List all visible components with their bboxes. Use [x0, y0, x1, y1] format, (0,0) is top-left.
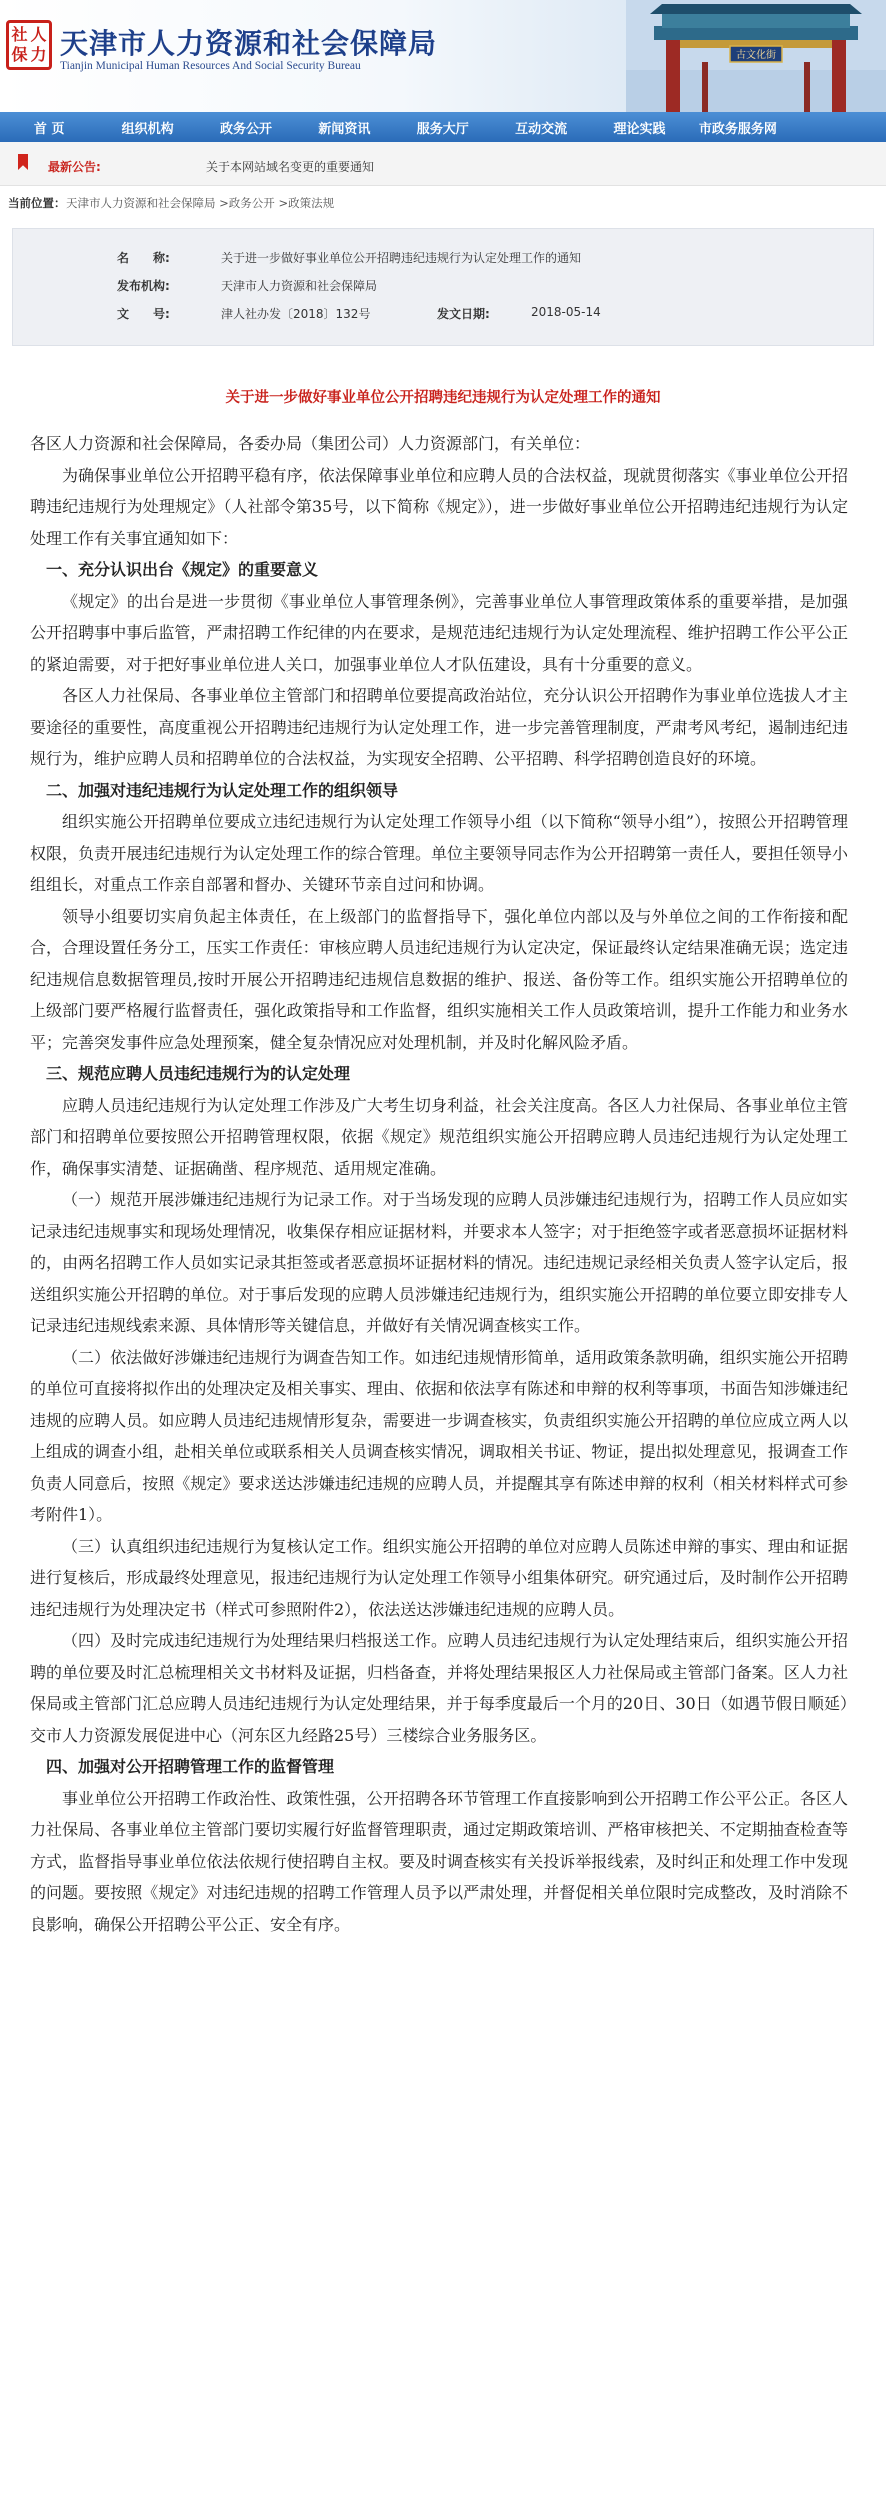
document-title: 关于进一步做好事业单位公开招聘违纪违规行为认定处理工作的通知: [225, 390, 661, 406]
site-subtitle: Tianjin Municipal Human Resources And Social Security Bureau: [60, 60, 361, 72]
info-date-label: 发文日期:: [437, 307, 490, 321]
breadcrumb-label: 当前位置：: [8, 196, 66, 210]
document-paragraph: （三）认真组织违纪违规行为复核认定工作。组织实施公开招聘的单位对应聘人员陈述申辩的事实、理由和证据进行复核后，形成最终处理意见，报违纪违规行为认定处理工作领导小组集体研究。研究通过后，及时制作公开招聘违纪违规行为处理决定书（样式可参照附件2），依法送达涉嫌违纪违规的应聘人员。: [30, 1536, 848, 1619]
document-paragraph: 领导小组要切实肩负起主体责任，在上级部门的监督指导下，强化单位内部以及与外单位之间的工作衔接和配合，合理设置任务分工，压实工作责任：审核应聘人员违纪违规行为认定决定，保证最终认定结果准确无误；选定违纪违规信息数据管理员,按时开展公开招聘违纪违规信息数据的维护、报送、备份等工作。组织实施公开招聘单位的上级部门要严格履行监督责任，强化政策指导和工作监督，组织实施相关工作人员政策培训，提升工作能力和业务水平；完善突发事件应急处理预案，健全复杂情况应对处理机制，并及时化解风险矛盾。: [30, 906, 848, 1052]
breadcrumb-path[interactable]: 天津市人力资源和社会保障局 >政务公开 >政策法规: [66, 196, 335, 210]
nav-theory-practice[interactable]: 理论实践: [613, 121, 666, 137]
document-paragraph: 应聘人员违纪违规行为认定处理工作涉及广大考生切身利益，社会关注度高。各区人力社保局、各事业单位主管部门和招聘单位要按照公开招聘管理权限，依据《规定》规范组织实施公开招聘应聘人员违纪违规行为认定处理工作，确保事实清楚、证据确凿、程序规范、适用规定准确。: [30, 1095, 848, 1178]
breadcrumb: [0, 190, 886, 214]
logo-char: 保: [11, 45, 28, 64]
notice-link[interactable]: 关于本网站域名变更的重要通知: [206, 160, 375, 174]
gate-banner-image: [626, 0, 886, 112]
section-heading: 三、规范应聘人员违纪违规行为的认定处理: [46, 1064, 351, 1083]
document-paragraph: 《规定》的出台是进一步贯彻《事业单位人事管理条例》，完善事业单位人事管理政策体系的重要举措，是加强公开招聘事中事后监管，严肃招聘工作纪律的内在要求，是规范违纪违规行为认定处理流程、维护招聘工作公平公正的紧迫需要，对于把好事业单位进人关口，加强事业单位人才队伍建设，具有十分重要的意义。: [30, 591, 848, 674]
nav-government-affairs[interactable]: 政务公开: [219, 121, 272, 137]
info-org-label: 发布机构:: [117, 279, 170, 293]
info-docno-label: 文 号:: [117, 307, 170, 321]
nav-gov-service-net[interactable]: 市政务服务网: [698, 121, 777, 137]
section-heading: 一、充分认识出台《规定》的重要意义: [46, 560, 319, 579]
document-paragraph: （四）及时完成违纪违规行为处理结果归档报送工作。应聘人员违纪违规行为认定处理结束后，组织实施公开招聘的单位要及时汇总梳理相关文书材料及证据，归档备查，并将处理结果报区人力社保局或主管部门备案。区人力社保局或主管部门汇总应聘人员违纪违规行为认定处理结果，并于每季度最后一个月的20日、30日（如遇节假日顺延）交市人力资源发展促进中心（河东区九经路25号）三楼综合业务服务区。: [30, 1631, 848, 1745]
nav-service-hall[interactable]: 服务大厅: [416, 121, 469, 137]
document-paragraph: 为确保事业单位公开招聘平稳有序，依法保障事业单位和应聘人员的合法权益，现就贯彻落实《事业单位公开招聘违纪违规行为处理规定》（人社部令第35号，以下简称《规定》），进一步做好事业单位公开招聘违纪违规行为认定处理工作有关事宜通知如下：: [30, 465, 848, 548]
nav-news[interactable]: 新闻资讯: [318, 121, 371, 137]
info-name: 关于进一步做好事业单位公开招聘违纪违规行为认定处理工作的通知: [221, 251, 582, 265]
nav-interaction[interactable]: 互动交流: [515, 121, 568, 137]
logo-char: 力: [30, 45, 47, 64]
nav-home[interactable]: 首 页: [33, 121, 65, 137]
nav-organization[interactable]: 组织机构: [121, 121, 174, 137]
notice-label: 最新公告:: [48, 160, 101, 174]
document-paragraph: （二）依法做好涉嫌违纪违规行为调查告知工作。如违纪违规情形简单，适用政策条款明确，组织实施公开招聘的单位可直接将拟作出的处理决定及相关事实、理由、依据和依法享有陈述和申辩的权利等事项，书面告知涉嫌违纪违规的应聘人员。如应聘人员违纪违规情形复杂，需要进一步调查核实，负责组织实施公开招聘的单位应成立两人以上组成的调查小组，赴相关单位或联系相关人员调查核实情况，调取相关书证、物证，提出拟处理意见，报调查工作负责人同意后，按照《规定》要求送达涉嫌违纪违规的应聘人员，并提醒其享有陈述申辩的权利（相关材料样式可参考附件1）。: [30, 1347, 848, 1524]
site-header: [0, 0, 886, 112]
info-docno: 津人社办发〔2018〕132号: [221, 307, 371, 321]
info-date: 2018-05-14: [531, 305, 601, 319]
info-name-label: 名 称:: [117, 251, 170, 265]
document-paragraph: 组织实施公开招聘单位要成立违纪违规行为认定处理工作领导小组（以下简称“领导小组”），按照公开招聘管理权限，负责开展违纪违规行为认定处理工作的综合管理。单位主要领导同志作为公开招聘第一责任人，要担任领导小组组长，对重点工作亲自部署和督办、关键环节亲自过问和协调。: [30, 812, 848, 894]
site-title[interactable]: 天津市人力资源和社会保障局: [60, 27, 438, 60]
notice-bar: [0, 142, 886, 186]
logo-char: 人: [30, 25, 47, 44]
section-heading: 二、加强对违纪违规行为认定处理工作的组织领导: [46, 780, 399, 800]
bureau-logo[interactable]: [6, 20, 52, 70]
document-paragraph: （一）规范开展涉嫌违纪违规行为记录工作。对于当场发现的应聘人员涉嫌违纪违规行为，招聘工作人员应如实记录违纪违规事实和现场处理情况，收集保存相应证据材料，并要求本人签字；对于拒绝签字或者恶意损坏证据材料的，由两名招聘工作人员如实记录其拒签或者恶意损坏证据材料的情况。违纪违规记录经相关负责人签字认定后，报送组织实施公开招聘的单位。对于事后发现的应聘人员涉嫌违纪违规行为，组织实施公开招聘的单位要立即安排专人记录违纪违规线索来源、具体情形等关键信息，并做好有关情况调查核实工作。: [30, 1190, 848, 1335]
main-nav: [0, 112, 886, 142]
document-body: [30, 428, 848, 1940]
logo-char: 社: [11, 25, 28, 44]
section-heading: 四、加强对公开招聘管理工作的监督管理: [46, 1757, 335, 1776]
gate-sign: 古文化街: [736, 50, 776, 61]
document-paragraph: 各区人力资源和社会保障局，各委办局（集团公司）人力资源部门，有关单位：: [30, 434, 591, 453]
document-paragraph: 各区人力社保局、各事业单位主管部门和招聘单位要提高政治站位，充分认识公开招聘作为事业单位选拔人才主要途径的重要性，高度重视公开招聘违纪违规行为认定处理工作，进一步完善管理制度，严肃考风考纪，遏制违纪违规行为，维护应聘人员和招聘单位的合法权益，为实现安全招聘、公平招聘、科学招聘创造良好的环境。: [30, 686, 848, 768]
document-paragraph: 事业单位公开招聘工作政治性、政策性强，公开招聘各环节管理工作直接影响到公开招聘工作公平公正。各区人力社保局、各事业单位主管部门要切实履行好监督管理职责，通过定期政策培训、严格审核把关、不定期抽查检查等方式，监督指导事业单位依法依规行使招聘自主权。要及时调查核实有关投诉举报线索，及时纠正和处理工作中发现的问题。要按照《规定》对违纪违规的招聘工作管理人员予以严肃处理，并督促相关单位限时完成整改，及时消除不良影响，确保公开招聘公平公正、安全有序。: [30, 1788, 848, 1934]
info-org: 天津市人力资源和社会保障局: [221, 279, 378, 293]
document-info-box: [12, 228, 874, 346]
